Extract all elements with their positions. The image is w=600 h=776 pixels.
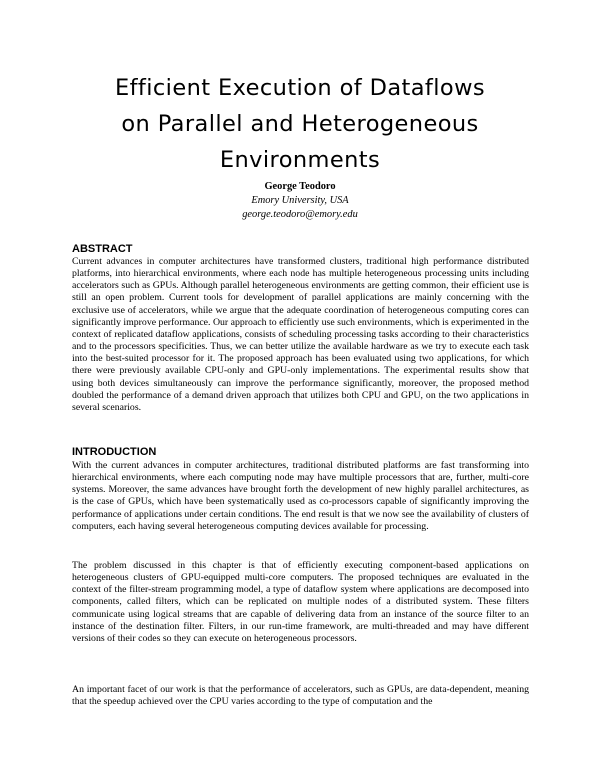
intro-paragraph-2: The problem discussed in this chapter is that of efficiently executing component-based applications on heterogeneous clusters of GPU-equipped multi-core computers. The proposed techniques are evaluated in the context of the filter-stream programming model, a type of dataflow system where applications are decomposed into components, called filters, which can be replicated on multiple nodes of a distributed system. These filters communicate using logical streams that are capable of delivering data from an instance of the source filter to an instance of the destination filter. Filters, in our run-time framework, are multi-threaded and may have different versions of their codes so they can execute on heterogeneous processors.	[72, 560, 529, 644]
abstract-text: Current advances in computer architectures have transformed clusters, traditional high performance distributed platforms, into hierarchical environments, where each node has multiple heterogeneous processing units including accelerators such as GPUs. Although parallel heterogeneous environments are getting common, their efficient use is still an open problem. Current tools for development of parallel applications are mainly concerning with the exclusive use of accelerators, while we argue that the adequate coordination of heterogeneous computing cores can significantly improve performance. Our approach to efficiently use such environments, which is experimented in the context of replicated dataflow applications, consists of scheduling processing tasks according to their characteristics and to the processors specificities. Thus, we can better utilize the available hardware as we try to execute each task into the best-suited processor for it. The proposed approach has been evaluated using two applications, for which there were previously available CPU-only and GPU-only implementations. The experimental results show that using both devices simultaneously can improve the performance significantly, moreover, the proposed method doubled the performance of a demand driven approach that utilizes both CPU and GPU, on the two applications in several scenarios.	[72, 256, 529, 413]
title-line-3: Environments	[219, 147, 381, 173]
author-email: george.teodoro@emory.edu	[242, 209, 358, 220]
author-name: George Teodoro	[264, 181, 336, 192]
author-block	[100, 180, 500, 222]
title-line-1: Efficient Execution of Dataflows	[115, 75, 485, 101]
introduction-heading: INTRODUCTION	[72, 446, 157, 458]
paper-title	[40, 70, 560, 178]
intro-paragraph-1: With the current advances in computer architectures, traditional distributed platforms are fast transforming into hierarchical environments, where each computing node may have multiple processors that are, further, multi-core systems. Moreover, the same advances have brought forth the development of new highly parallel architectures, as is the case of GPUs, which have been systematically used as co-processors capable of significantly improving the performance of applications under certain conditions. The end result is that we now see the availability of clusters of computers, each having several heterogeneous computing devices available for processing.	[72, 460, 529, 532]
author-affiliation: Emory University, USA	[251, 195, 349, 206]
title-line-2: on Parallel and Heterogeneous	[121, 111, 479, 137]
abstract-heading: ABSTRACT	[72, 243, 133, 255]
intro-paragraph-3: An important facet of our work is that the performance of accelerators, such as GPUs, are data-dependent, meaning that the speedup achieved over the CPU varies according to the type of computation and the	[72, 684, 529, 708]
